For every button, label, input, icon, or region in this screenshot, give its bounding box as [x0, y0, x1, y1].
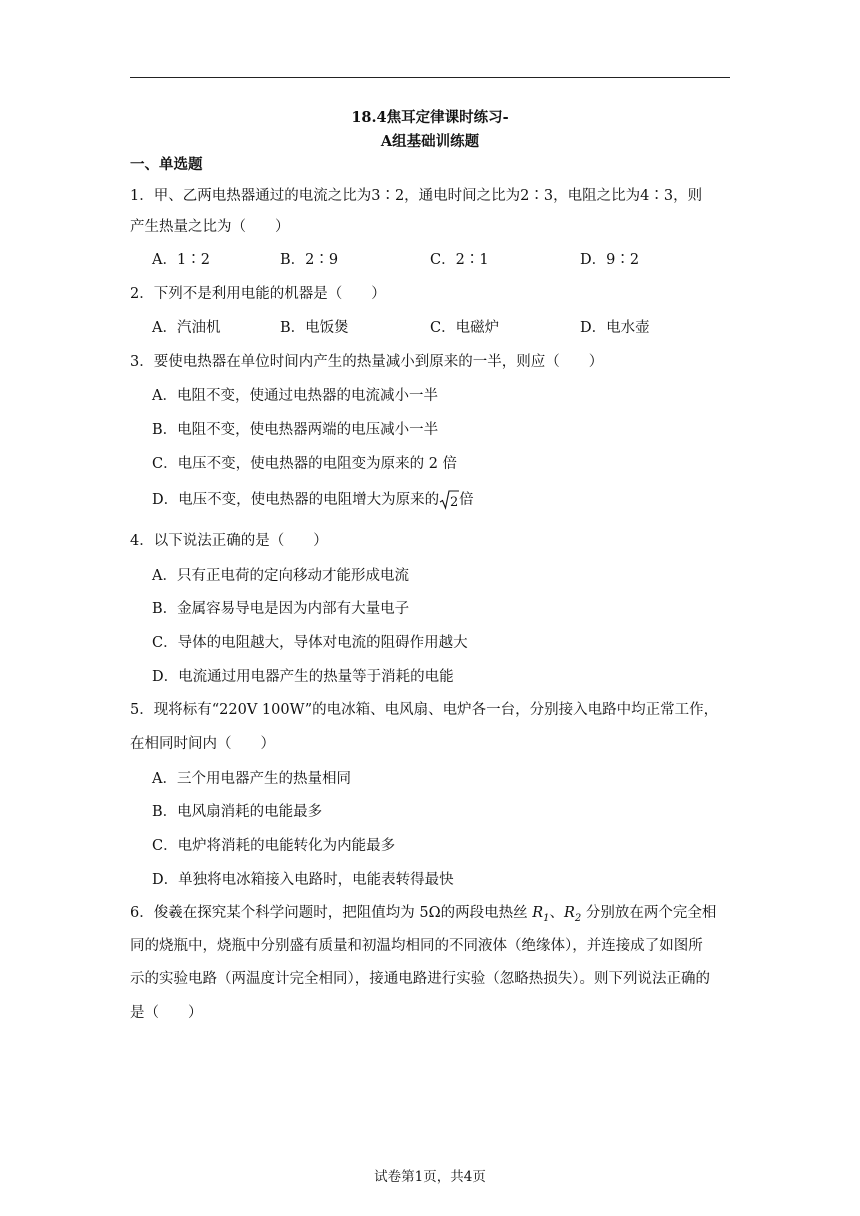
- option-d: D．单独将电冰箱接入电路时，电能表转得最快: [152, 872, 454, 888]
- question-1-text: 1．甲、乙两电热器通过的电流之比为3∶2，通电时间之比为2∶3，电阻之比为4∶3，则: [130, 188, 703, 204]
- question-4-text: 4．以下说法正确的是（ ）: [130, 533, 328, 549]
- option-b: B．金属容易导电是因为内部有大量电子: [152, 601, 410, 617]
- option-d: D．电压不变，使电热器的电阻增大为原来的 2 倍: [152, 488, 474, 511]
- option-a: A．1∶2: [152, 252, 210, 268]
- r1-symbol: $R_1$: [532, 905, 550, 924]
- option-a: A．汽油机: [152, 320, 221, 336]
- option-b: B．电风扇消耗的电能最多: [152, 804, 323, 820]
- question-2-text: 2．下列不是利用电能的机器是（ ）: [130, 286, 386, 302]
- option-c: C．电磁炉: [430, 320, 500, 336]
- option-d: D．电流通过用电器产生的热量等于消耗的电能: [152, 669, 454, 685]
- r2-symbol: $R_2$: [564, 905, 582, 924]
- option-d: D．9∶2: [580, 252, 640, 268]
- sqrt-2-icon: [439, 489, 459, 511]
- question-6-text-cont-3: 是（ ）: [130, 1005, 203, 1021]
- question-6-text-cont-1: 同的烧瓶中，烧瓶中分别盛有质量和初温均相同的不同液体（绝缘体），并连接成了如图所: [130, 938, 703, 954]
- title-line-2: A组基础训练题: [380, 133, 480, 150]
- question-6-text-cont-2: 示的实验电路（两温度计完全相同），接通电路进行实验（忽略热损失）。则下列说法正确的: [130, 971, 710, 987]
- page-footer: 试卷第1页，共4页: [374, 1169, 486, 1185]
- option-a: A．只有正电荷的定向移动才能形成电流: [152, 568, 409, 584]
- question-3-text: 3．要使电热器在单位时间内产生的热量减小到原来的一半，则应（ ）: [130, 354, 604, 370]
- section-heading: 一、单选题: [130, 156, 203, 173]
- option-a: A．三个用电器产生的热量相同: [152, 771, 351, 787]
- option-c: C．导体的电阻越大，导体对电流的阻碍作用越大: [152, 635, 468, 651]
- option-c: C．电炉将消耗的电能转化为内能最多: [152, 838, 396, 854]
- question-1-text-cont: 产生热量之比为（ ）: [130, 219, 290, 235]
- option-c: C．2∶1: [430, 252, 489, 268]
- option-c: C．电压不变，使电热器的电阻变为原来的 2 倍: [152, 456, 458, 472]
- header-rule: [130, 77, 730, 78]
- question-5-text-cont: 在相同时间内（ ）: [130, 736, 275, 752]
- title-line-1: 18.4焦耳定律课时练习-: [351, 109, 509, 126]
- option-a: A．电阻不变，使通过电热器的电流减小一半: [152, 388, 438, 404]
- question-5-text: 5．现将标有“220V 100W”的电冰箱、电风扇、电炉各一台，分别接入电路中均正常工作，: [130, 702, 719, 718]
- option-b: B．电阻不变，使电热器两端的电压减小一半: [152, 422, 439, 438]
- option-b: B．电饭煲: [280, 320, 349, 336]
- question-6-text: 6．俊羲在探究某个科学问题时，把阻值均为 5Ω的两段电热丝 $R_1$、$R_2$ 分别放在两个完全相: [130, 905, 717, 924]
- svg-text:2: 2: [450, 495, 459, 510]
- option-d: D．电水壶: [580, 320, 650, 336]
- option-b: B．2∶9: [280, 252, 339, 268]
